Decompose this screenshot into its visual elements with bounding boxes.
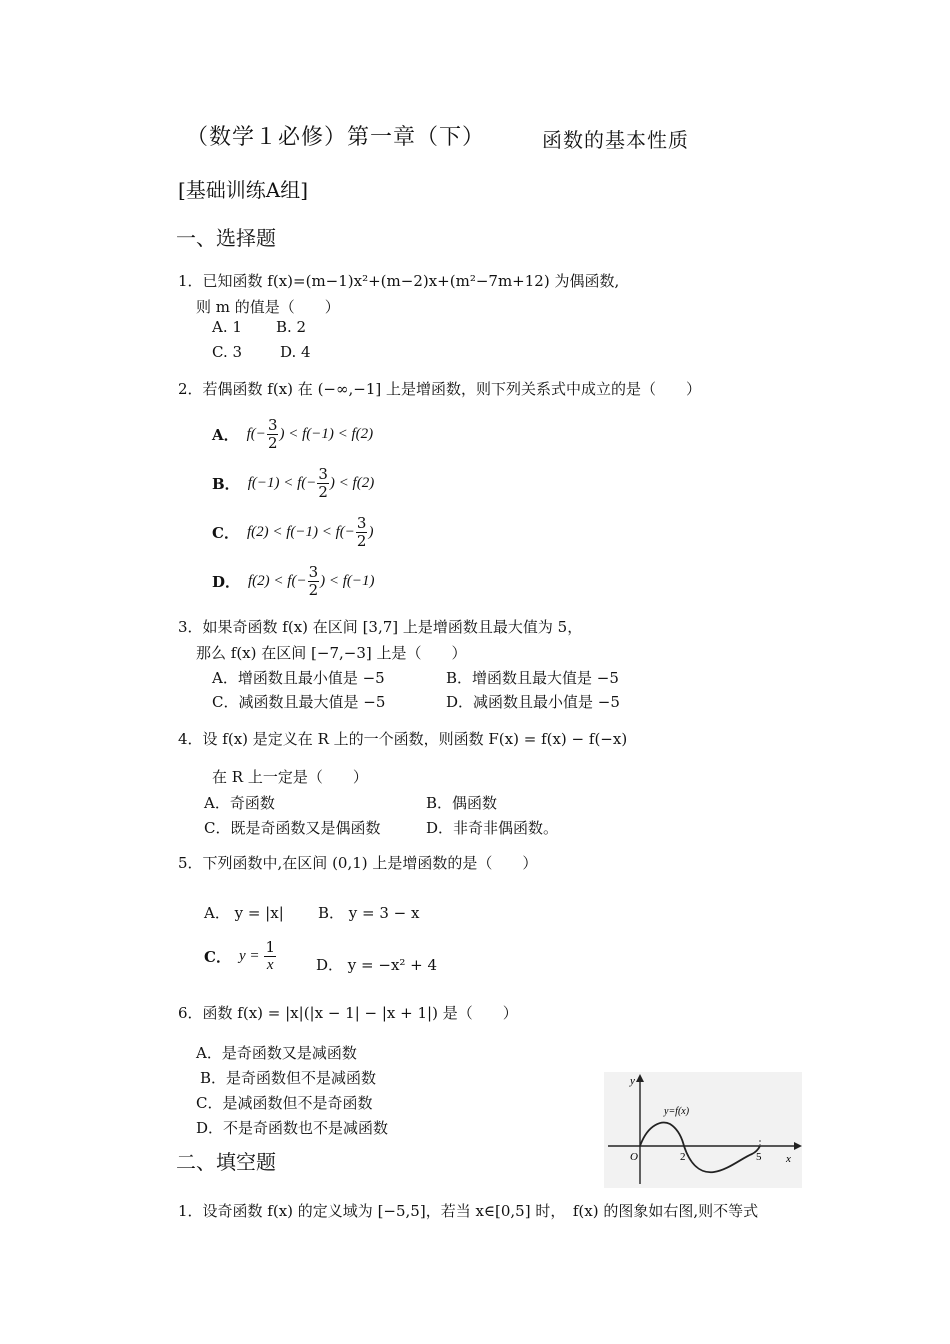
q2-option-a[interactable] bbox=[212, 418, 373, 451]
q2-option-c-pre: f(2) < f(−1) < f(− bbox=[246, 524, 355, 540]
q1-stem: 1．已知函数 f(x)=(m−1)x²+(m−2)x+(m²−7m+12) 为偶函数, bbox=[178, 272, 620, 290]
q6-option-a[interactable]: A．是奇函数又是减函数 bbox=[196, 1044, 357, 1062]
q2-option-b-post: ) < f(2) bbox=[329, 475, 375, 491]
section-heading-fill: 二、填空题 bbox=[176, 1150, 276, 1174]
q5-option-c-label: C． bbox=[204, 948, 231, 966]
q2-option-a-post: ) < f(−1) < f(2) bbox=[279, 426, 374, 442]
group-label: [基础训练A组] bbox=[178, 178, 309, 202]
q3-option-b[interactable]: B．增函数且最大值是 −5 bbox=[446, 669, 619, 687]
q2-stem: 2．若偶函数 f(x) 在 (−∞,−1] 上是增函数，则下列关系式中成立的是（ ） bbox=[178, 380, 701, 398]
q4-option-c[interactable]: C．既是奇函数又是偶函数 bbox=[204, 819, 381, 837]
q2-option-d-post: ) < f(−1) bbox=[320, 573, 375, 589]
q1-option-b[interactable]: B. 2 bbox=[276, 318, 307, 336]
q2-option-c-fraction: $\frac{3}{2}$ bbox=[356, 514, 367, 550]
q5-option-d[interactable]: D． y = −x² + 4 bbox=[316, 956, 438, 974]
tick-2-label: 2 bbox=[680, 1151, 686, 1163]
q4-option-a[interactable]: A．奇函数 bbox=[204, 794, 275, 812]
page-title: （数学１必修）第一章（下） bbox=[186, 125, 486, 150]
q1-stem-2: 则 m 的值是（ ） bbox=[196, 298, 340, 316]
q2-option-b[interactable] bbox=[212, 467, 374, 500]
x-axis-label: x bbox=[786, 1153, 791, 1165]
page-subtitle: 函数的基本性质 bbox=[542, 128, 689, 152]
q4-option-b[interactable]: B．偶函数 bbox=[426, 794, 498, 812]
q6-option-d[interactable]: D．不是奇函数也不是减函数 bbox=[196, 1119, 389, 1137]
q3-option-a[interactable]: A．增函数且最小值是 −5 bbox=[212, 669, 385, 687]
q5-option-b[interactable]: B． y = 3 − x bbox=[318, 904, 420, 922]
fill-q1-stem: 1．设奇函数 f(x) 的定义域为 [−5,5]，若当 x∈[0,5] 时， f(x) 的图象如右图,则不等式 bbox=[178, 1202, 759, 1220]
q1-option-a[interactable]: A. 1 bbox=[212, 318, 242, 336]
q5-option-c[interactable] bbox=[204, 940, 277, 973]
q4-stem-2: 在 R 上一定是（ ） bbox=[212, 768, 368, 786]
q5-stem: 5．下列函数中,在区间 (0,1) 上是增函数的是（ ） bbox=[178, 854, 538, 872]
q6-option-c[interactable]: C．是减函数但不是奇函数 bbox=[196, 1094, 373, 1112]
q2-option-b-label: B． bbox=[212, 475, 240, 493]
q3-stem-2: 那么 f(x) 在区间 [−7,−3] 上是（ ） bbox=[196, 644, 467, 662]
q3-stem: 3．如果奇函数 f(x) 在区间 [3,7] 上是增函数且最大值为 5， bbox=[178, 618, 583, 636]
y-axis-label: y bbox=[630, 1075, 635, 1087]
q5-option-c-pre: y = bbox=[238, 948, 260, 964]
q2-option-a-label: A． bbox=[212, 426, 239, 444]
q2-option-a-pre: f(− bbox=[246, 426, 266, 442]
function-graph-figure bbox=[604, 1072, 802, 1188]
q3-option-d[interactable]: D．减函数且最小值是 −5 bbox=[446, 693, 620, 711]
q5-option-a[interactable]: A． y = |x| bbox=[204, 904, 284, 922]
q2-option-d[interactable] bbox=[212, 565, 375, 598]
curve-label: y=f(x) bbox=[664, 1106, 690, 1117]
origin-label: O bbox=[630, 1151, 638, 1163]
q6-option-b[interactable]: B．是奇函数但不是减函数 bbox=[200, 1069, 377, 1087]
q2-option-c-label: C． bbox=[212, 524, 239, 542]
q1-option-c[interactable]: C. 3 bbox=[212, 343, 243, 361]
q4-option-d[interactable]: D．非奇非偶函数。 bbox=[426, 819, 559, 837]
q2-option-c-post: ) bbox=[368, 524, 374, 540]
q2-option-a-fraction: $\frac{3}{2}$ bbox=[267, 416, 278, 452]
q5-option-c-fraction: $\frac{1}{x}$ bbox=[265, 938, 276, 973]
q2-option-b-fraction: $\frac{3}{2}$ bbox=[318, 465, 328, 501]
q2-option-d-label: D． bbox=[212, 573, 241, 591]
q6-stem: 6．函数 f(x) = |x|(|x − 1| − |x + 1|) 是（ ） bbox=[178, 1004, 518, 1022]
q2-option-d-fraction: $\frac{3}{2}$ bbox=[308, 563, 319, 599]
q2-option-c[interactable] bbox=[212, 516, 373, 549]
q2-option-d-pre: f(2) < f(− bbox=[248, 573, 307, 589]
q1-option-d[interactable]: D. 4 bbox=[280, 343, 311, 361]
tick-5-label: 5 bbox=[756, 1151, 762, 1163]
section-heading-choice: 一、选择题 bbox=[176, 226, 276, 250]
q4-stem: 4．设 f(x) 是定义在 R 上的一个函数，则函数 F(x) = f(x) − f(−x) bbox=[178, 730, 628, 748]
q3-option-c[interactable]: C．减函数且最大值是 −5 bbox=[212, 693, 386, 711]
q2-option-b-pre: f(−1) < f(− bbox=[247, 475, 317, 491]
